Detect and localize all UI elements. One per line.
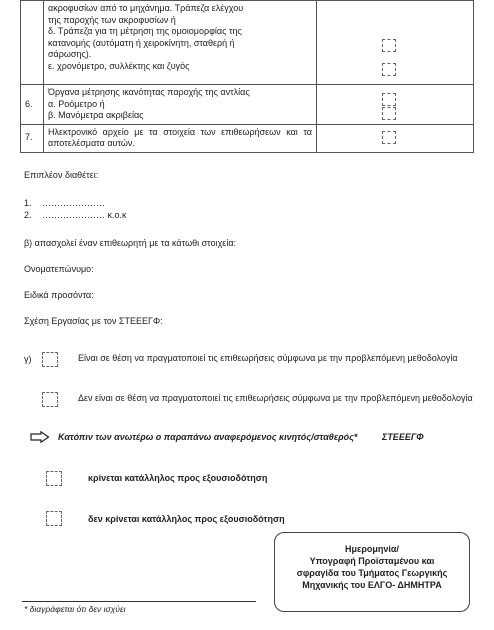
checkbox-suitable[interactable] bbox=[46, 471, 62, 486]
desc-line: κατανομής (αυτόματη ή χειροκίνητη, σταθερή ή bbox=[48, 37, 235, 48]
table-row-6 bbox=[21, 85, 474, 125]
checkbox-able[interactable] bbox=[42, 352, 58, 367]
desc-line: της παροχής των ακροφυσίων ή bbox=[48, 14, 176, 25]
signature-line: Υπογραφή Προϊσταμένου και bbox=[309, 556, 435, 566]
also-has-label: Επιπλέον διαθέτει: bbox=[24, 170, 99, 180]
row-description bbox=[44, 1, 317, 85]
row-description bbox=[44, 85, 317, 125]
desc-line: ε. χρονόμετρο, συλλέκτης και ζυγός bbox=[48, 60, 190, 71]
checkbox-row7[interactable] bbox=[382, 131, 396, 144]
option-able-text: Είναι σε θέση να πραγματοποιεί τις επιθεωρήσεις σύμφωνα με την προβλεπόμενη μεθοδολογία bbox=[78, 353, 458, 363]
checkbox-d[interactable] bbox=[382, 39, 396, 52]
signature-line: σφραγίδα του Τμήματος Γεωργικής bbox=[296, 568, 448, 578]
option-not-able-text: Δεν είναι σε θέση να πραγματοποιεί τις επιθεωρήσεις σύμφωνα με την προβλεπόμενη μεθοδολογία bbox=[78, 393, 473, 403]
item-2-text: ………………… κ.ο.κ bbox=[42, 210, 127, 220]
table-row-continued bbox=[21, 1, 474, 85]
checkbox-e[interactable] bbox=[382, 63, 396, 76]
checkbox-cell bbox=[317, 85, 474, 125]
checkbox-cell bbox=[317, 1, 474, 85]
checkbox-b[interactable] bbox=[382, 107, 396, 120]
field-qualifications-label: Ειδικά προσόντα: bbox=[24, 290, 94, 300]
checkbox-cell bbox=[317, 124, 474, 152]
steeegf-label: ΣΤΕΕΕΓΦ bbox=[382, 432, 424, 442]
signature-date-label: Ημερομηνία/ bbox=[345, 544, 399, 554]
desc-line: ακροφυσίων από το μηχάνημα. Τράπεζα ελέγχου bbox=[48, 3, 244, 13]
item-1-number: 1. bbox=[24, 198, 32, 208]
conclusion-text: Κατόπιν των ανωτέρω ο παραπάνω αναφερόμενος κινητός/σταθερός* bbox=[58, 432, 358, 442]
item-2-number: 2. bbox=[24, 210, 32, 220]
row-number-empty bbox=[21, 1, 44, 85]
inspector-intro: β) απασχολεί έναν επιθεωρητή με τα κάτωθι στοιχεία: bbox=[24, 238, 237, 248]
equipment-table bbox=[20, 0, 474, 153]
footnote: * διαγράφεται ότι δεν ισχύει bbox=[24, 604, 126, 614]
row-number: 6. bbox=[21, 85, 44, 125]
signature-box bbox=[274, 532, 470, 612]
desc-line: σάρωσης). bbox=[48, 49, 92, 59]
field-name-label: Ονοματεπώνυμο: bbox=[24, 264, 94, 274]
checkbox-a[interactable] bbox=[382, 93, 396, 106]
checkbox-not-suitable[interactable] bbox=[46, 511, 62, 526]
desc-line: δ. Τράπεζα για τη μέτρηση της ομοιομορφίας της bbox=[48, 26, 242, 36]
field-employment-label: Σχέση Εργασίας με τον ΣΤΕΕΕΓΦ: bbox=[24, 316, 163, 326]
desc-line: α. Ροόμετρο ή bbox=[48, 98, 105, 109]
signature-line: Μηχανικής του ΕΛΓΟ- ΔΗΜΗΤΡΑ bbox=[302, 580, 442, 590]
checkbox-not-able[interactable] bbox=[42, 392, 58, 407]
row-description: Ηλεκτρονικό αρχείο με τα στοιχεία των επιθεωρήσεων και τα αποτελέσματα αυτών. bbox=[44, 124, 317, 152]
item-1-text: ………………… bbox=[42, 198, 105, 208]
row-number: 7. bbox=[21, 124, 44, 152]
footnote-divider bbox=[22, 601, 256, 602]
suitable-text: κρίνεται κατάλληλος προς εξουσιοδότηση bbox=[88, 473, 268, 483]
not-suitable-text: δεν κρίνεται κατάλληλος προς εξουσιοδότηση bbox=[88, 514, 285, 524]
table-row-7 bbox=[21, 124, 474, 152]
arrow-right-icon bbox=[30, 431, 50, 443]
section-gamma-label: γ) bbox=[24, 354, 32, 364]
desc-line: Όργανα μέτρησης ικανότητας παροχής της αντλίας bbox=[48, 87, 250, 97]
desc-line: β. Μανόμετρα ακριβείας bbox=[48, 110, 144, 120]
